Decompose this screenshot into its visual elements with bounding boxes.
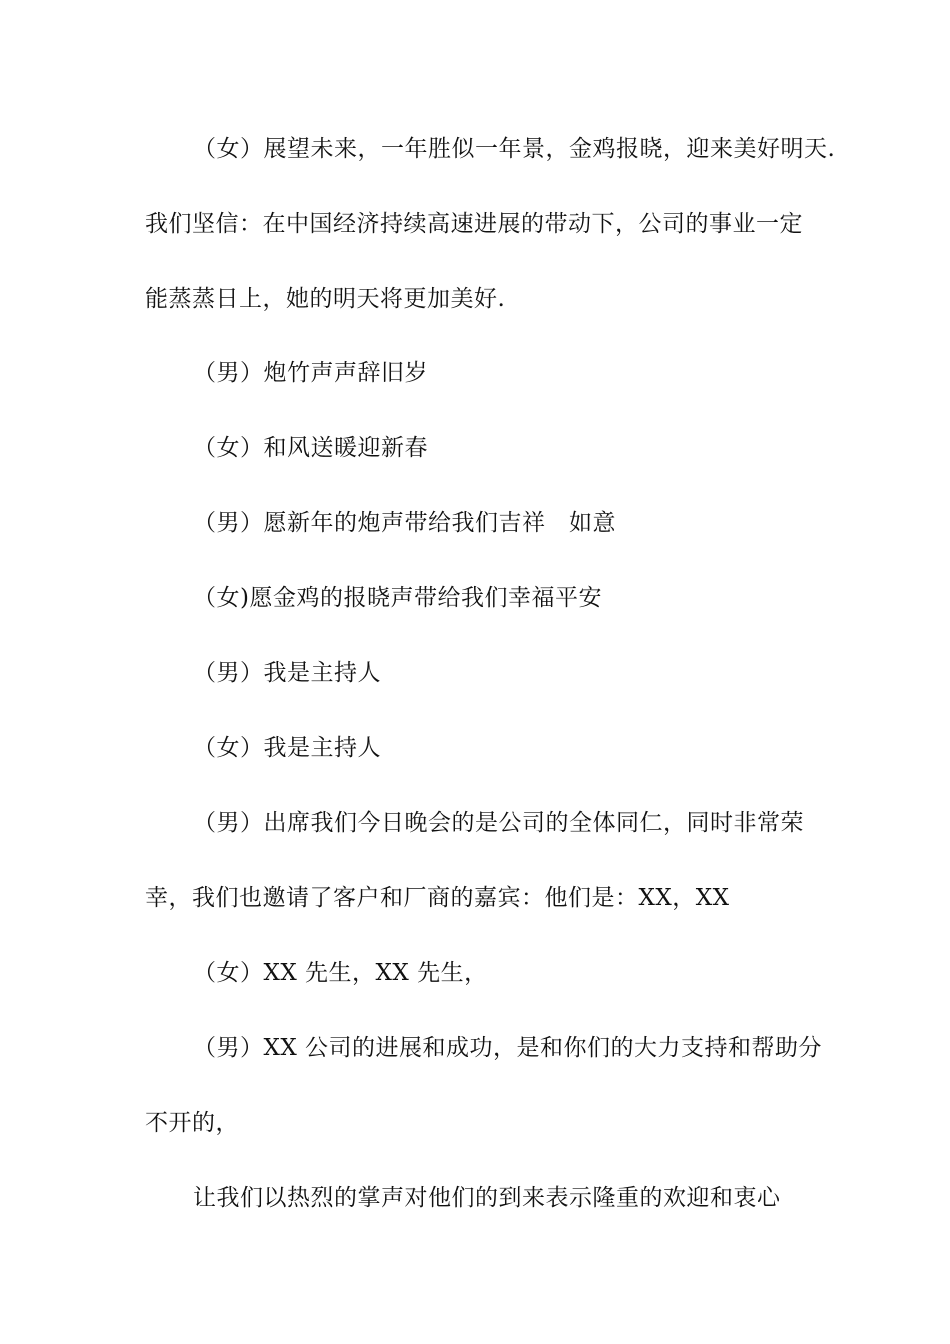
- text-line: 幸，我们也邀请了客户和厂商的嘉宾：他们是：XX，XX: [145, 885, 730, 911]
- text-line: 让我们以热烈的掌声对他们的到来表示隆重的欢迎和衷心: [193, 1185, 781, 1211]
- text-line: （女）展望未来，一年胜似一年景，金鸡报晓，迎来美好明天.: [193, 136, 836, 162]
- text-line: 能蒸蒸日上，她的明天将更加美好.: [145, 286, 506, 312]
- text-line: 不开的，: [145, 1110, 239, 1136]
- text-line: （男）XX 公司的进展和成功，是和你们的大力支持和帮助分: [193, 1035, 823, 1061]
- text-line: （男）愿新年的炮声带给我们吉祥 如意: [193, 510, 616, 536]
- text-line: （女）XX 先生，XX 先生，: [193, 960, 488, 986]
- text-line: （男）出席我们今日晚会的是公司的全体同仁，同时非常荣: [193, 810, 804, 836]
- text-line: （女）和风送暖迎新春: [193, 435, 428, 461]
- text-line: 我们坚信：在中国经济持续高速进展的带动下，公司的事业一定: [145, 211, 803, 237]
- text-line: （男）炮竹声声辞旧岁: [193, 360, 428, 386]
- text-line: （女)愿金鸡的报晓声带给我们幸福平安: [193, 585, 602, 611]
- text-line: （女）我是主持人: [193, 735, 381, 761]
- text-line: （男）我是主持人: [193, 660, 381, 686]
